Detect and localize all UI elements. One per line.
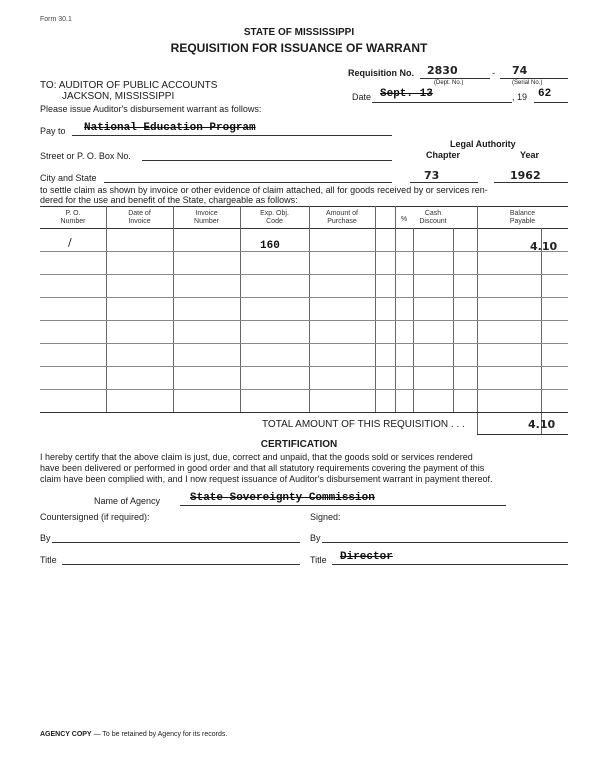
title-right-label: Title: [310, 555, 327, 565]
instruction-text: Please issue Auditor's disbursement warrant as follows:: [40, 104, 262, 114]
countersigned-label: Countersigned (if required):: [40, 512, 150, 522]
date-label: Date: [352, 92, 372, 102]
legal-year-value[interactable]: 1962: [510, 169, 541, 182]
requisition-label: Requisition No.: [348, 68, 414, 78]
year-label: Year: [520, 150, 540, 160]
year-prefix: , 19: [512, 92, 528, 102]
col-date-of-invoice: Date of Invoice: [128, 210, 151, 225]
po-number-value[interactable]: /: [68, 236, 72, 249]
date-value[interactable]: Sept. 13: [380, 88, 433, 100]
col-cash-discount: Cash Discount: [419, 210, 447, 225]
requisition-dash: -: [492, 68, 495, 78]
to-line-2: JACKSON, MISSISSIPPI: [62, 91, 175, 102]
to-line-1: TO: AUDITOR OF PUBLIC ACCOUNTS: [40, 80, 218, 91]
col-amount-of-purchase: Amount of Purchase: [326, 210, 358, 225]
settle-text-line-2: dered for the use and benefit of the State, chargeable as follows:: [40, 195, 298, 205]
by-right-label: By: [310, 533, 321, 543]
dept-number-value[interactable]: 2830: [427, 64, 458, 77]
pay-to-value[interactable]: National Education Program: [84, 122, 256, 134]
street-label: Street or P. O. Box No.: [40, 151, 131, 161]
settle-text-line-1: to settle claim as shown by invoice or other evidence of claim attached, all for goods received by or services ren-: [40, 185, 488, 195]
chapter-label: Chapter: [426, 150, 461, 160]
legal-authority-heading: Legal Authority: [450, 139, 516, 149]
certification-line-2: have been delivered or performed in good order and that all statutory requirements covering the payment of this: [40, 463, 485, 473]
date-year-value[interactable]: 62: [538, 88, 552, 100]
certification-line-1: I hereby certify that the above claim is just, due, correct and unpaid, that the goods sold or services rendered: [40, 452, 473, 462]
city-state-label: City and State: [40, 173, 97, 183]
chapter-value[interactable]: 73: [424, 169, 440, 182]
serial-no-caption: (Serial No.): [512, 80, 543, 86]
title-left-label: Title: [40, 555, 57, 565]
col-exp-obj-code: Exp. Obj. Code: [260, 210, 289, 225]
col-po-number: P. O. Number: [60, 210, 86, 225]
col-percent: %: [400, 216, 408, 223]
form-title: REQUISITION FOR ISSUANCE OF WARRANT: [170, 41, 428, 55]
pay-to-label: Pay to: [40, 126, 66, 136]
dept-no-caption: (Dept. No.): [434, 80, 464, 86]
agency-label: Name of Agency: [94, 496, 161, 506]
total-label: TOTAL AMOUNT OF THIS REQUISITION . . .: [262, 419, 465, 430]
signed-label: Signed:: [310, 512, 341, 522]
balance-value[interactable]: 4.10: [530, 240, 558, 253]
serial-number-value[interactable]: 74: [512, 64, 528, 77]
agency-value[interactable]: State Sovereignty Commission: [190, 492, 375, 504]
footer: [40, 731, 227, 738]
state-heading: STATE OF MISSISSIPPI: [243, 27, 355, 38]
retain-text: — To be retained by Agency for its records.: [93, 731, 228, 738]
agency-copy-label: AGENCY COPY: [40, 731, 92, 738]
exp-code-value[interactable]: 160: [260, 240, 280, 252]
by-left-label: By: [40, 533, 51, 543]
title-right-value[interactable]: Director: [340, 551, 393, 563]
form-number: Form 30.1: [40, 16, 72, 23]
col-balance-payable: Balance Payable: [509, 210, 536, 225]
certification-line-3: claim have been complied with, and I now request issuance of Auditor's disbursement warrant in payment thereof.: [40, 474, 493, 484]
col-invoice-number: Invoice Number: [194, 210, 219, 225]
certification-heading: CERTIFICATION: [260, 439, 338, 450]
total-value[interactable]: 4.10: [528, 418, 556, 431]
